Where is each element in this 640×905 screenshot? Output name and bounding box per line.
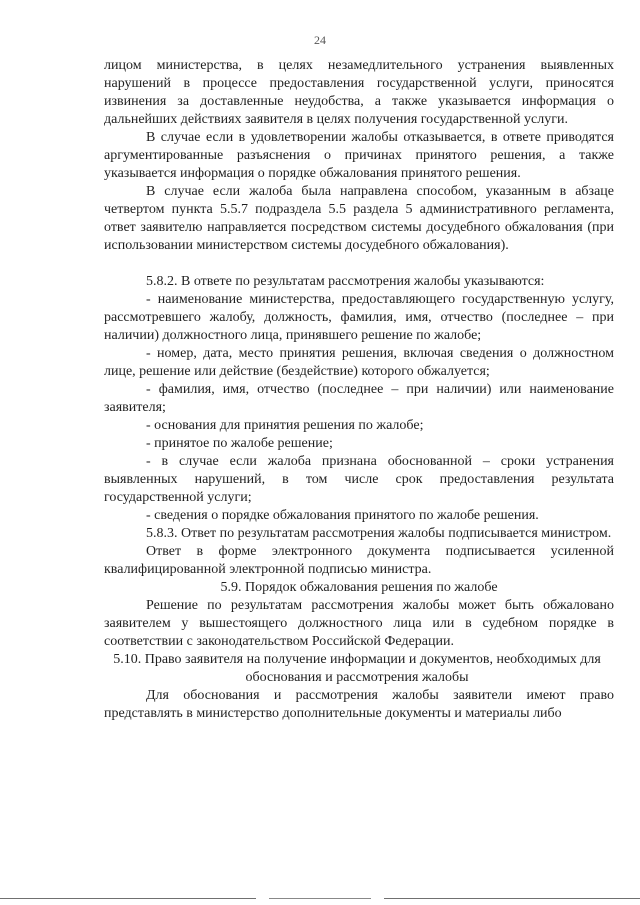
list-item: - фамилия, имя, отчество (последнее – при наличии) или наименование заявителя;: [104, 382, 614, 415]
section-heading-5-10: 5.10. Право заявителя на получение информации и документов, необходимых для обоснования и рассмотрения жалобы: [113, 652, 601, 685]
section-5-8-3-text: 5.8.3. Ответ по результатам рассмотрения жалобы подписывается министром.: [146, 526, 612, 541]
paragraph-5-10: Для обоснования и рассмотрения жалобы заявители имеют право представлять в министерство дополнительные документы и материалы либо: [104, 688, 614, 721]
list-item: - номер, дата, место принятия решения, включая сведения о должностном лице, решение или действие (бездействие) которого обжалуется;: [104, 346, 614, 379]
paragraph-refusal: В случае если в удовлетворении жалобы отказывается, в ответе приводятся аргументированные разъяснения о причинах принятого решения, а также указывается информация о порядке обжалования принятого решения.: [104, 130, 614, 181]
document-body: [104, 57, 614, 723]
section-5-8-2-intro: 5.8.2. В ответе по результатам рассмотрения жалобы указываются:: [146, 274, 545, 289]
scan-bottom-edge: [0, 898, 640, 899]
section-heading-5-9: 5.9. Порядок обжалования решения по жалобе: [220, 580, 498, 595]
list-item: - наименование министерства, предоставляющего государственную услугу, рассмотревшего жалобу, должность, фамилия, имя, отчество (последнее – при наличии) должностного лица, принявшего решение по жалобе;: [104, 292, 614, 343]
list-item: - сведения о порядке обжалования принятого по жалобе решения.: [146, 508, 539, 523]
list-item: - в случае если жалоба признана обоснованной – сроки устранения выявленных нарушений, в том числе срок предоставления результата государственной услуги;: [104, 454, 614, 505]
list-item: - основания для принятия решения по жалобе;: [146, 418, 424, 433]
list-item: - принятое по жалобе решение;: [146, 436, 333, 451]
paragraph-continuation: лицом министерства, в целях незамедлительного устранения выявленных нарушений в процессе предоставления государственной услуги, приносятся извинения за доставленные неудобства, а также указывается информация о дальнейших действиях заявителя в целях получения государственной услуги.: [104, 58, 614, 127]
paragraph-5-9: Решение по результатам рассмотрения жалобы может быть обжаловано заявителем у вышестоящего должностного лица или в судебном порядке в соответствии с законодательством Российской Федерации.: [104, 598, 614, 649]
page-number: 24: [314, 33, 326, 47]
paragraph-pretrial-system: В случае если жалоба была направлена способом, указанным в абзаце четвертом пункта 5.5.7 подраздела 5.5 раздела 5 административного регламента, ответ заявителю направляется посредством системы досудебного обжалования (при использовании министерством системы досудебного обжалования).: [104, 184, 614, 253]
section-5-8-3-electronic: Ответ в форме электронного документа подписывается усиленной квалифицированной электронной подписью министра.: [104, 544, 614, 577]
